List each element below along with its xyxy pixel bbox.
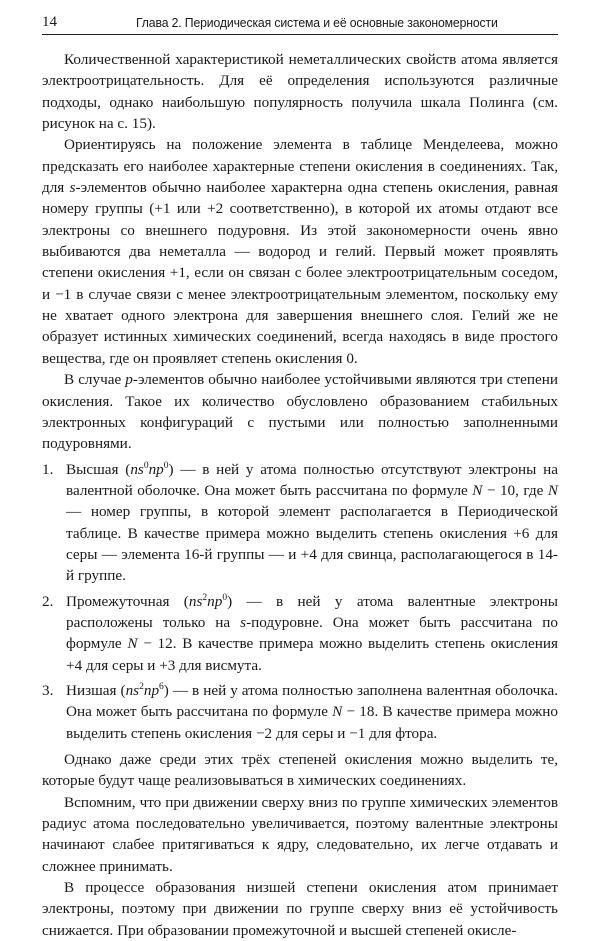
list-item-highest: 1. Высшая $(ns^0np^0)$ — в ней у атома полностью отсутствуют электроны на валентной оболочке. Она может быть рассчитана по формуле N − 10, где N — номер группы, в которой элемент располагается в Периодической таблице. В качестве примера можно выделить степень окисления +6 для серы — элемента 16-й группы — и +4 для свинца, располагающегося в 14-й группе. xyxy=(42,460,558,585)
list-item-intermediate: 2. Промежуточная $(ns^2np^0)$ — в ней у атома валентные электроны расположены только на s-подуровне. Она может быть рассчитана по формуле N − 12. В качестве примера можно выделить степень окисления +4 для серы и +3 для висмута. xyxy=(42,592,558,674)
paragraph-electronegativity: Количественной характеристикой неметаллических свойств атома является электроотрицательность. Для её определения используются различные подходы, однако наибольшую популярность получила шкала Полинга (см. рисунок на с. 15). xyxy=(42,51,558,133)
page-number: 14 xyxy=(42,14,57,30)
list-item-lowest: 3. Низшая $(ns^2np^6)$ — в ней у атома полностью заполнена валентная оболочка. Она может быть рассчитана по формуле N − 18. В качестве примера можно выделить степень окисления −2 для серы и −1 для фтора. xyxy=(42,681,558,742)
paragraph-lowest-state-stability: В процессе образования низшей степени окисления атом принимает электроны, поэтому при движении по группе сверху вниз её устойчивость снижается. При образовании промежуточной и высшей степеней окисле- xyxy=(42,879,558,939)
running-title: Глава 2. Периодическая система и её основные закономерности xyxy=(136,15,498,30)
oxidation-states-list xyxy=(42,459,558,744)
paragraph-atomic-radius: Вспомним, что при движении сверху вниз по группе химических элементов радиус атома последовательно увеличивается, поэтому валентные электроны начинают слабее притягиваться к ядру, следовательно, их легче отдавать и сложнее принимать. xyxy=(42,793,558,875)
paragraph-s-elements: Ориентируясь на положение элемента в таблице Менделеева, можно предсказать его наиболее характерные степени окисления в соединениях. Так, для s-элементов обычно наиболее характерна одна степень окисления, равная номеру группы (+1 или +2 соответственно), в которой их атомы отдают все электроны со внешнего подуровня. Из этой закономерности очень явно выбиваются два неметалла — водород и гелий. Первый может проявлять степени окисления +1, если он связан с более электроотрицательным соседом, и −1 в случае связи с менее электроотрицательным элементом, поскольку ему не хватает одного электрона для завершения внешнего слоя. Гелий же не образует истинных химических соединений, всегда находясь в виде простого вещества, где он проявляет степень окисления 0. xyxy=(42,136,558,367)
paragraph-p-elements: В случае p-элементов обычно наиболее устойчивыми являются три степени окисления. Такое их количество обусловлено образованием стабильных электронных конфигураций с пустыми или полностью заполненными подуровнями. xyxy=(42,371,558,453)
page-body xyxy=(42,49,558,941)
page-header xyxy=(42,14,558,35)
paragraph-however: Однако даже среди этих трёх степеней окисления можно выделить те, которые будут чаще реализовываться в химических соединениях. xyxy=(42,751,558,790)
